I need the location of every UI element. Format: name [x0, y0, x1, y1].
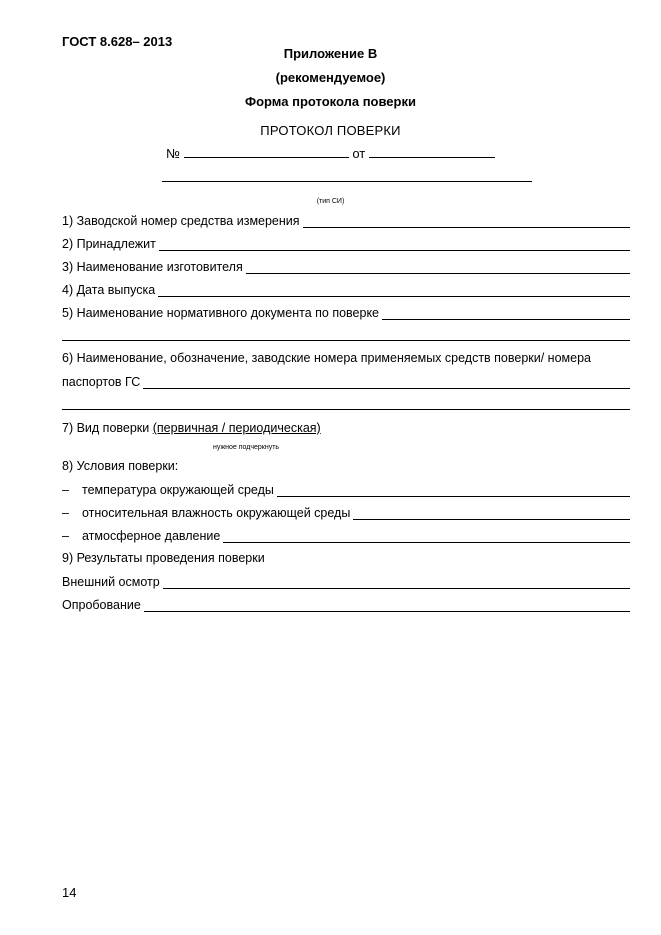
verification-means-label: 6) Наименование, обозначение, заводские номера применяемых средств поверки/ номера: [62, 351, 591, 365]
field-pressure: [62, 529, 630, 543]
external-inspection-label: Внешний осмотр: [62, 575, 160, 589]
owner-label: 2) Принадлежит: [62, 237, 156, 251]
field-testing: [62, 598, 630, 612]
gs-passports-input[interactable]: [143, 376, 630, 389]
serial-number-label: 1) Заводской номер средства измерения: [62, 214, 300, 228]
form-title: Форма протокола поверки: [245, 94, 416, 109]
verification-type-label: 7) Вид поверки: [62, 421, 150, 435]
release-date-label: 4) Дата выпуска: [62, 283, 156, 297]
verification-means-extra-line[interactable]: [62, 409, 630, 410]
pressure-label: – атмосферное давление: [62, 529, 221, 543]
page-number: 14: [62, 885, 77, 900]
field-gs-passports: [62, 375, 630, 389]
field-serial-number: [62, 214, 630, 228]
field-owner: [62, 237, 630, 251]
field-external-inspection: [62, 575, 630, 589]
dash-bullet: –: [62, 506, 69, 520]
manufacturer-input[interactable]: [246, 261, 630, 274]
normative-document-input[interactable]: [382, 307, 630, 320]
dash-bullet: –: [62, 529, 69, 543]
gs-passports-label: паспортов ГС: [62, 375, 141, 389]
release-date-input[interactable]: [158, 284, 630, 297]
underline-note: нужное подчеркнуть: [213, 444, 280, 451]
temperature-input[interactable]: [277, 484, 630, 497]
humidity-label: – относительная влажность окружающей среды: [62, 506, 351, 520]
protocol-number-line: [0, 146, 661, 161]
testing-input[interactable]: [144, 599, 630, 612]
pressure-input[interactable]: [223, 530, 630, 543]
field-humidity: [62, 506, 630, 520]
protocol-heading: ПРОТОКОЛ ПОВЕРКИ: [260, 123, 401, 138]
owner-input[interactable]: [159, 238, 630, 251]
field-manufacturer: [62, 260, 630, 274]
verification-type-options[interactable]: (первичная / периодическая): [152, 421, 321, 435]
manufacturer-label: 3) Наименование изготовителя: [62, 260, 243, 274]
normative-document-extra-line[interactable]: [62, 340, 630, 341]
testing-label: Опробование: [62, 598, 141, 612]
conditions-label: 8) Условия поверки:: [62, 459, 179, 473]
instrument-type-field[interactable]: [162, 181, 532, 182]
from-word: от: [352, 146, 366, 161]
verification-type-line: [62, 421, 321, 435]
field-release-date: [62, 283, 630, 297]
temperature-label: – температура окружающей среды: [62, 483, 274, 497]
protocol-date-field[interactable]: [369, 146, 495, 158]
field-normative-document: [62, 306, 630, 320]
external-inspection-input[interactable]: [163, 576, 630, 589]
serial-number-input[interactable]: [303, 215, 630, 228]
standard-code: ГОСТ 8.628– 2013: [62, 34, 173, 49]
appendix-title: Приложение В: [283, 46, 378, 61]
dash-bullet: –: [62, 483, 69, 497]
normative-document-label: 5) Наименование нормативного документа по поверке: [62, 306, 380, 320]
number-sign: №: [166, 146, 181, 161]
protocol-number-field[interactable]: [184, 146, 349, 158]
results-label: 9) Результаты проведения поверки: [62, 551, 265, 565]
field-temperature: [62, 483, 630, 497]
humidity-input[interactable]: [353, 507, 630, 520]
appendix-status: (рекомендуемое): [275, 70, 386, 85]
instrument-type-caption: (тип СИ): [316, 198, 345, 205]
